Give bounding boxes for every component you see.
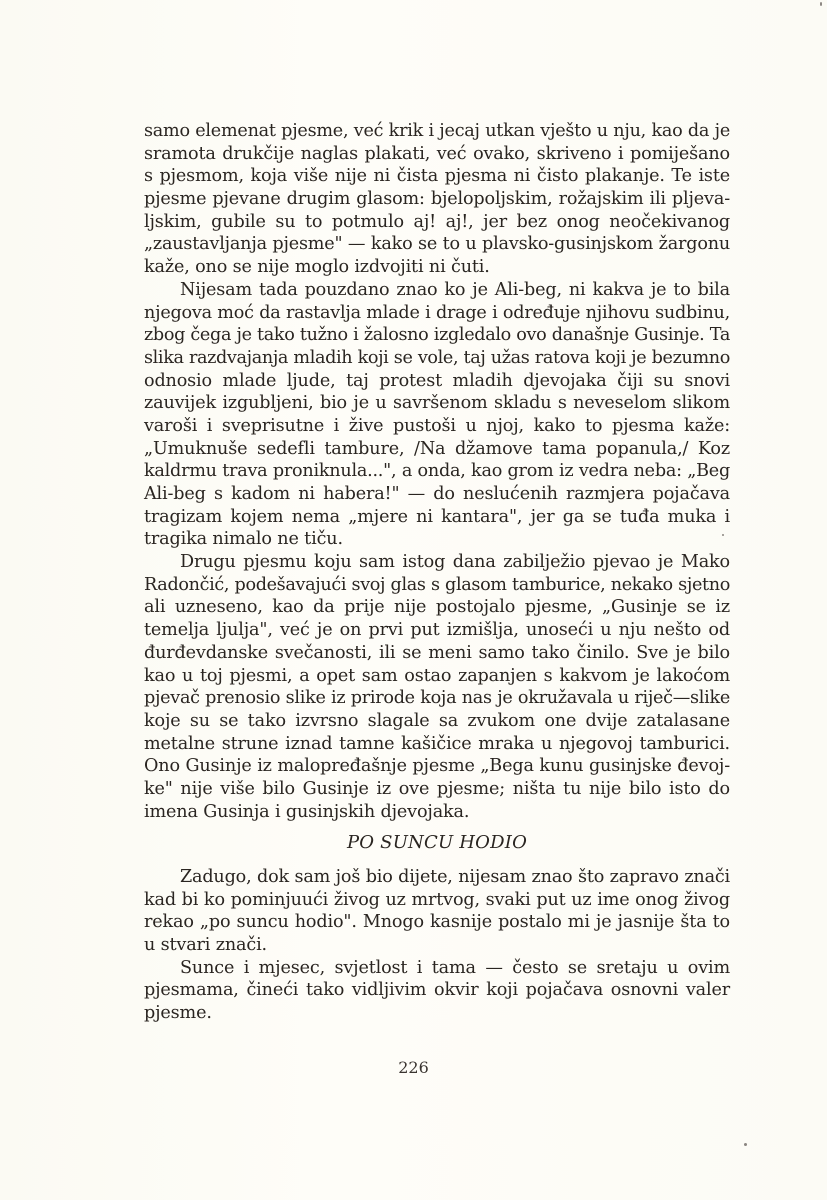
body-text-section-1 <box>144 120 730 823</box>
text-line: pjevač prenosio slike iz prirode koja nas je okružavala u riječ—slike <box>144 688 730 709</box>
text-line: Ono Gusinje iz malopređašnje pjesme „Bega kunu gusinjske đevoj- <box>144 756 730 777</box>
text-line: slika razdvajanja mladih koji se vole, taj užas ratova koji je bezumno <box>144 347 730 368</box>
text-line: varoši i sveprisutne i žive pustoši u njoj, kako to pjesma kaže: <box>144 415 730 436</box>
page-number: 226 <box>398 1058 429 1077</box>
text-line: u stvari znači. <box>144 935 267 956</box>
text-line: kad bi ko pominjuući živog uz mrtvog, svaki put uz ime onog živog <box>144 889 730 910</box>
text-line: kaže, ono se nije moglo izdvojiti ni čuti. <box>144 257 490 278</box>
text-line: tragizam kojem nema „mjere ni kantara", jer ga se tuđa muka i <box>144 506 730 527</box>
print-speck <box>722 534 724 536</box>
text-line: imena Gusinja i gusinjskih djevojaka. <box>144 801 470 822</box>
text-line: zauvijek izgubljeni, bio je u savršenom skladu s neveselom slikom <box>144 393 730 414</box>
text-line: samo elemenat pjesme, već krik i jecaj utkan vješto u nju, kao da je <box>144 121 730 141</box>
text-line: koje su se tako izvrsno slagale sa zvukom one dvije zatalasane <box>144 710 730 731</box>
text-line: kaldrmu trava proniknula...", a onda, kao grom iz vedra neba: „Beg <box>144 461 730 482</box>
text-line: pjesme pjevane drugim glasom: bjelopoljskim, rožajskim ili pljeva- <box>144 189 730 210</box>
text-line: rekao „po suncu hodio". Mnogo kasnije postalo mi je jasnije šta to <box>144 912 730 933</box>
text-line: Ali-beg s kadom ni habera!" — do neslućenih razmjera pojačava <box>144 484 730 504</box>
text-line: pjesmama, čineći tako vidljivim okvir koji pojačava osnovni valer <box>144 980 730 1001</box>
text-line: metalne strune iznad tamne kašičice mraka u njegovoj tamburici. <box>144 733 730 754</box>
text-line: tragika nimalo ne tiču. <box>144 529 343 550</box>
text-line: njegova moć da rastavlja mlade i drage i određuje njihovu sudbinu, <box>144 302 730 323</box>
text-line: temelja ljulja", već je on prvi put izmišlja, unoseći u nju nešto od <box>144 620 730 641</box>
text-line: pjesme. <box>144 1003 212 1024</box>
text-line: ke" nije više bilo Gusinje iz ove pjesme; ništa tu nije bilo isto do <box>144 778 730 799</box>
text-line: kao u toj pjesmi, a opet sam ostao zapanjen s kakvom je lakoćom <box>144 665 730 686</box>
text-line: Sunce i mjesec, svjetlost i tama — često se sretaju u ovim <box>180 957 730 978</box>
text-line: đurđevdanske svečanosti, ili se meni samo tako činilo. Sve je bilo <box>144 642 730 663</box>
print-speck <box>820 2 822 6</box>
text-line: ljskim, gubile su to potmulo aj! aj!, jer bez onog neočekivanog <box>144 211 730 232</box>
text-line: odnosio mlade ljude, taj protest mladih djevojaka čiji su snovi <box>144 370 730 391</box>
text-line: s pjesmom, koja više nije ni čista pjesma ni čisto plakanje. Te iste <box>144 166 730 187</box>
text-line: Radončić, podešavajući svoj glas s glasom tamburice, nekako sjetno <box>144 574 730 595</box>
section-heading: PO SUNCU HODIO <box>346 832 528 853</box>
text-line: zbog čega je tako tužno i žalosno izgledalo ovo današnje Gusinje. Ta <box>144 325 730 346</box>
text-line: Zadugo, dok sam još bio dijete, nijesam znao što zapravo znači <box>180 867 730 887</box>
text-line: „zaustavljanja pjesme" — kako se to u plavsko-gusinjskom žargonu <box>144 234 730 255</box>
text-line: ali uzneseno, kao da prije nije postojalo pjesme, „Gusinje se iz <box>144 597 730 618</box>
text-line: Nijesam tada pouzdano znao ko je Ali-beg, ni kakva je to bila <box>180 279 730 300</box>
body-text-section-2 <box>144 866 730 1025</box>
text-line: sramota drukčije naglas plakati, već ovako, skriveno i pomiješano <box>144 143 730 164</box>
print-speck <box>744 1143 747 1146</box>
text-line: Drugu pjesmu koju sam istog dana zabilježio pjevao je Mako <box>180 552 730 573</box>
text-line: „Umuknuše sedefli tambure, /Na džamove tama popanula,/ Koz <box>144 438 730 459</box>
